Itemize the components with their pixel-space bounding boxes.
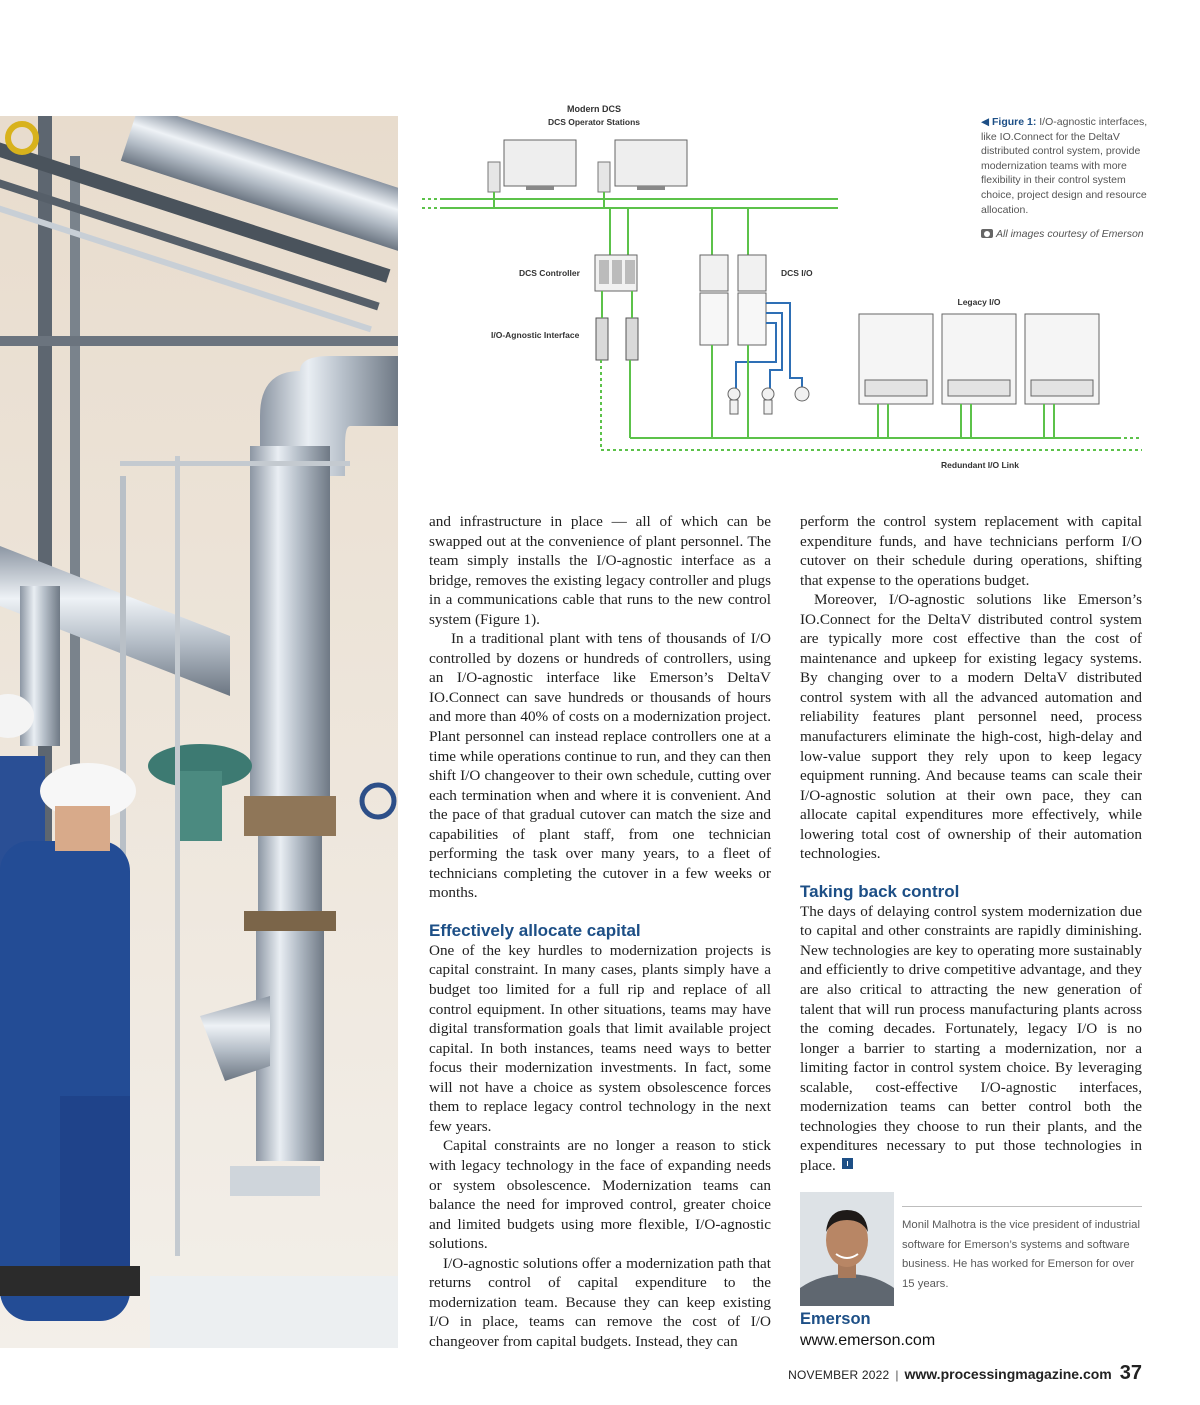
diagram-title-line2: DCS Operator Stations — [547, 117, 641, 127]
page-number: 37 — [1119, 1362, 1142, 1384]
figure-caption — [981, 115, 1149, 217]
legacy-io-label: Legacy I/O — [957, 297, 1001, 307]
dcs-io-stack-1 — [700, 255, 728, 345]
dcs-io-stack-2 — [738, 255, 766, 345]
issue-date: NOVEMBER 2022 — [788, 1368, 890, 1382]
image-credit — [981, 228, 1151, 240]
io-agnostic-interface — [596, 318, 638, 360]
camera-icon — [981, 229, 993, 238]
paragraph: I/O-agnostic solutions offer a modernization path that returns control of capital expenditure to the modernization team. Because they can keep existing I/O in place, teams can remove the cost of I/O changeover from capital budgets. Instead, they can — [429, 1254, 771, 1350]
company-website[interactable]: www.emerson.com — [800, 1332, 936, 1349]
redundant-io-link-label: Redundant I/O Link — [941, 460, 1019, 470]
dcs-io-label: DCS I/O — [781, 268, 813, 278]
paragraph: Moreover, I/O-agnostic solutions like Emerson’s IO.Connect for the DeltaV distributed control system are typically more cost effective than the cost of maintenance and upkeep for existing legacy systems. By changing over to a modern DeltaV distributed control system with all the advanced automation and reliability features plant personnel need, process manufacturers eliminate the high-cost, high-delay and low-value support they rely upon to keep legacy equipment running. And because teams can scale their I/O-agnostic solution at their own pace, they can allocate capital expenditures more effectively, while lowering total cost of ownership of their automation technologies. — [800, 591, 1142, 863]
paragraph-text: The days of delaying control system modernization due to capital and other constraints are rapidly diminishing. New technologies are key to operating more sustainably and efficiently to drive competitive advantage, and they are also critical to attracting the new generation of talent that will run process manufacturing plants across the coming decades. Fortunately, legacy I/O is no longer a barrier to starting a modernization, nor a limiting factor in control system choice. By leveraging scalable, cost-effective I/O-agnostic interfaces, modernization teams can better control both the technologies they choose to run their plants, and the expenditures necessary to put those technologies in place. — [800, 902, 1142, 1174]
dcs-controller-label: DCS Controller — [519, 268, 580, 278]
dcs-controller — [595, 255, 637, 291]
operator-station-1 — [488, 140, 576, 192]
article-column-2 — [800, 512, 1142, 1176]
figure-label: Figure 1: — [992, 116, 1037, 128]
caption-arrow-icon: ◀ — [981, 116, 990, 128]
plant-photo — [0, 116, 398, 1348]
end-of-article-icon — [842, 1158, 853, 1169]
bio-divider — [902, 1206, 1142, 1207]
magazine-website[interactable]: www.processingmagazine.com — [904, 1366, 1112, 1382]
section-heading: Taking back control — [800, 881, 960, 901]
image-credit-text: All images courtesy of Emerson — [996, 228, 1144, 240]
diagram-title-line1: Modern DCS — [567, 104, 621, 114]
paragraph: Capital constraints are no longer a reason to stick with legacy technology in the face of expanding needs or system obsolescence. Modernization teams can balance the need for improved control, greater choice and limited budgets using more flexible, I/O-agnostic solutions. — [429, 1137, 771, 1253]
page-footer — [788, 1362, 1142, 1385]
control-network — [422, 192, 838, 255]
footer-separator: | — [895, 1368, 899, 1382]
paragraph: In a traditional plant with tens of thousands of I/O controlled by dozens or hundreds of controllers, using an I/O-agnostic interface like Emerson’s DeltaV IO.Connect can save hundreds or thousands of hours and more than 40% of costs on a modernization project. Plant personnel can instead replace controllers one at a time while operations continue to run, and they can then shift I/O changeover to their own schedule, cutting over each termination when and where it is convenient. And the pace of that gradual cutover can match the size and capabilities of plant staff, from one technician performing the task over many years, to a fleet of technicians completing the cutover in a few weeks or months. — [429, 630, 771, 902]
author-bio: Monil Malhotra is the vice president of industrial software for Emerson’s systems and software business. He has worked for Emerson for over 15 years. — [902, 1219, 1140, 1290]
company-name: Emerson — [800, 1310, 871, 1328]
section-heading: Effectively allocate capital — [429, 920, 641, 940]
author-photo — [800, 1192, 894, 1306]
operator-station-2 — [598, 140, 687, 192]
paragraph: One of the key hurdles to modernization projects is capital constraint. In many cases, plants simply have a budget too limited for a full rip and replace of all control equipment. In other situations, teams may have digital transformation goals that limit available project capital. In both instances, teams need ways to better focus their modernization investments. In fact, some will not have a choice as system obsolescence forces them to replace legacy control technology in the next few years. — [429, 941, 771, 1135]
paragraph: and infrastructure in place — all of which can be swapped out at the convenience of plant personnel. The team simply installs the I/O-agnostic interface as a bridge, removes the existing legacy controller and plugs in a communications cable that runs to the new control system (Figure 1). — [429, 513, 771, 628]
paragraph — [800, 902, 1142, 1176]
figure-caption-text: I/O-agnostic interfaces, like IO.Connect for the DeltaV distributed control system, provide modernization teams with more flexibility in their control system choice, project design and resource allocation. — [981, 116, 1148, 216]
io-agnostic-interface-label: I/O-Agnostic Interface — [491, 330, 580, 340]
field-devices — [728, 387, 809, 414]
legacy-io-cabinets — [859, 314, 1099, 404]
paragraph: perform the control system replacement with capital expenditure funds, and have technicians perform I/O cutover on their schedule during operations, shifting that expense to the operations budget. — [800, 513, 1142, 589]
article-column-1 — [429, 512, 771, 1351]
